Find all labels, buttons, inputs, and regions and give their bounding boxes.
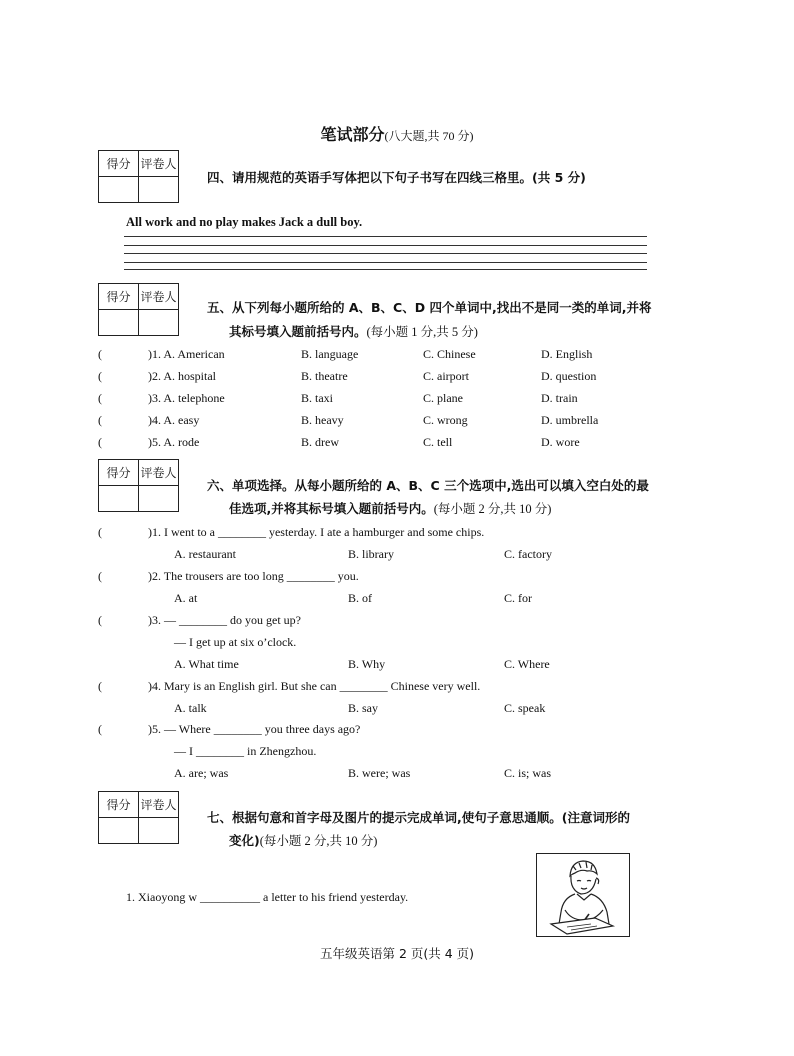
writing-line [124,253,647,254]
s6-q1-b[interactable]: B. library [348,547,394,561]
s5-q5-d: D. wore [541,435,580,449]
s5-q1-c: C. Chinese [423,347,476,361]
s5-question-1[interactable]: ( )1. A. American B. language C. Chinese D. English [98,347,593,361]
s6-question-3[interactable]: ( )3. — ________ do you get up? [98,613,301,627]
s6-q5-stem: )5. — Where ________ you three days ago? [148,722,361,736]
section6-heading-text: 佳选项,并将其标号填入题前括号内。 [229,501,434,516]
s6-q5-line2 [98,743,698,759]
s6-question-1[interactable]: ( )1. I went to a ________ yesterday. I ate a hamburger and some chips. [98,525,485,539]
grader-label: 评卷人 [139,284,179,310]
page-footer: 五年级英语第 2 页(共 4 页) [319,946,475,961]
writing-line [124,236,647,237]
s7-question-1[interactable] [126,889,526,905]
s6-q4-options[interactable] [98,700,698,716]
section4-heading: 四、请用规范的英语手写体把以下句子书写在四线三格里。(共 5 分) [207,170,586,185]
s6-q4-stem: )4. Mary is an English girl. But she can ________ Chinese very well. [148,679,481,693]
s7-q1-text: 1. Xiaoyong w __________ a letter to his friend yesterday. [126,890,409,904]
s6-question-4[interactable]: ( )4. Mary is an English girl. But she can ________ Chinese very well. [98,679,481,693]
s6-question-2[interactable]: ( )2. The trousers are too long ________ you. [98,569,359,583]
score-box-6 [98,459,179,512]
score-label: 得分 [99,460,139,486]
s5-q2-b: B. theatre [301,369,348,383]
s6-q3-stem: )3. — ________ do you get up? [148,613,301,627]
s5-q2-d: D. question [541,369,597,383]
section5-heading-note: (每小题 1 分,共 5 分) [366,325,478,339]
grader-label: 评卷人 [139,151,179,177]
writing-line [124,269,647,270]
s5-q3-d: D. train [541,391,578,405]
s5-q3-a: )3. A. telephone [148,391,225,405]
score-cell[interactable] [99,486,139,512]
s6-q3-line2 [98,634,698,650]
score-label: 得分 [99,792,139,818]
s6-q4-b[interactable]: B. say [348,701,378,715]
s6-q2-stem: )2. The trousers are too long ________ you. [148,569,359,583]
writing-line [124,262,647,263]
s5-q4-c: C. wrong [423,413,468,427]
score-cell[interactable] [99,310,139,336]
section6-heading-line1: 六、单项选择。从每小题所给的 A、B、C 三个选项中,选出可以填入空白处的最 [207,478,649,493]
s5-q1-a: )1. A. American [148,347,225,361]
s6-q2-c[interactable]: C. for [504,591,532,605]
s6-q2-a[interactable]: A. at [174,591,198,605]
grader-label: 评卷人 [139,460,179,486]
s6-q1-stem: )1. I went to a ________ yesterday. I ate a hamburger and some chips. [148,525,485,539]
s6-q5-stem2: — I ________ in Zhengzhou. [174,744,317,758]
s5-q2-c: C. airport [423,369,469,383]
section6-heading-line2 [229,497,551,521]
score-label: 得分 [99,284,139,310]
s6-q5-c[interactable]: C. is; was [504,766,552,780]
s6-q5-options[interactable] [98,765,698,781]
section7-heading-line1: 七、根据句意和首字母及图片的提示完成单词,使句子意思通顺。(注意词形的 [207,810,630,825]
s6-q3-options[interactable] [98,656,698,672]
s6-q2-options[interactable] [98,590,698,606]
s5-question-4[interactable]: ( )4. A. easy B. heavy C. wrong D. umbrella [98,413,599,427]
s5-question-5[interactable]: ( )5. A. rode B. drew C. tell D. wore [98,435,580,449]
s5-q5-c: C. tell [423,435,453,449]
section4-sentence: All work and no play makes Jack a dull boy. [126,215,363,229]
s5-q4-b: B. heavy [301,413,344,427]
s6-q5-a[interactable]: A. are; was [174,766,229,780]
grader-cell[interactable] [139,310,179,336]
score-box-7 [98,791,179,844]
s6-q3-c[interactable]: C. Where [504,657,550,671]
s5-q2-a: )2. A. hospital [148,369,216,383]
s6-q5-b[interactable]: B. were; was [348,766,411,780]
s6-q2-b[interactable]: B. of [348,591,372,605]
writing-line [124,245,647,246]
section7-heading-note: (每小题 2 分,共 10 分) [259,834,378,848]
s6-q1-a[interactable]: A. restaurant [174,547,236,561]
s6-q1-c[interactable]: C. factory [504,547,552,561]
s5-question-3[interactable]: ( )3. A. telephone B. taxi C. plane D. train [98,391,578,405]
grader-cell[interactable] [139,818,179,844]
score-box-4 [98,150,179,203]
score-cell[interactable] [99,818,139,844]
page-title [0,122,794,145]
s5-q5-b: B. drew [301,435,339,449]
boy-writing-drawing [537,854,629,936]
score-cell[interactable] [99,177,139,203]
s6-q3-a[interactable]: A. What time [174,657,239,671]
s6-q1-options[interactable] [98,546,698,562]
s6-q4-c[interactable]: C. speak [504,701,546,715]
s5-q4-d: D. umbrella [541,413,599,427]
s6-q3-b[interactable]: B. Why [348,657,386,671]
section5-heading-line2 [229,320,478,344]
boy-writing-illustration [536,853,630,937]
s6-q3-stem2: — I get up at six o’clock. [174,635,297,649]
grader-cell[interactable] [139,486,179,512]
s5-q5-a: )5. A. rode [148,435,200,449]
s5-q3-c: C. plane [423,391,463,405]
section7-heading-line2 [229,829,377,853]
s5-q1-d: D. English [541,347,593,361]
s5-q4-a: )4. A. easy [148,413,200,427]
s5-q1-b: B. language [301,347,359,361]
section5-heading-line1: 五、从下列每小题所给的 A、B、C、D 四个单词中,找出不是同一类的单词,并将 [207,300,652,315]
section6-heading-note: (每小题 2 分,共 10 分) [433,502,552,516]
score-label: 得分 [99,151,139,177]
section7-heading-text: 变化) [229,833,260,848]
title-main: 笔试部分 [320,125,385,144]
s5-question-2[interactable]: ( )2. A. hospital B. theatre C. airport D. question [98,369,597,383]
section5-heading-text: 其标号填入题前括号内。 [229,324,367,339]
s6-question-5[interactable]: ( )5. — Where ________ you three days ago? [98,722,361,736]
grader-label: 评卷人 [139,792,179,818]
s5-q3-b: B. taxi [301,391,333,405]
title-sub: (八大题,共 70 分) [384,129,474,143]
score-box-5 [98,283,179,336]
grader-cell[interactable] [139,177,179,203]
s6-q4-a[interactable]: A. talk [174,701,207,715]
